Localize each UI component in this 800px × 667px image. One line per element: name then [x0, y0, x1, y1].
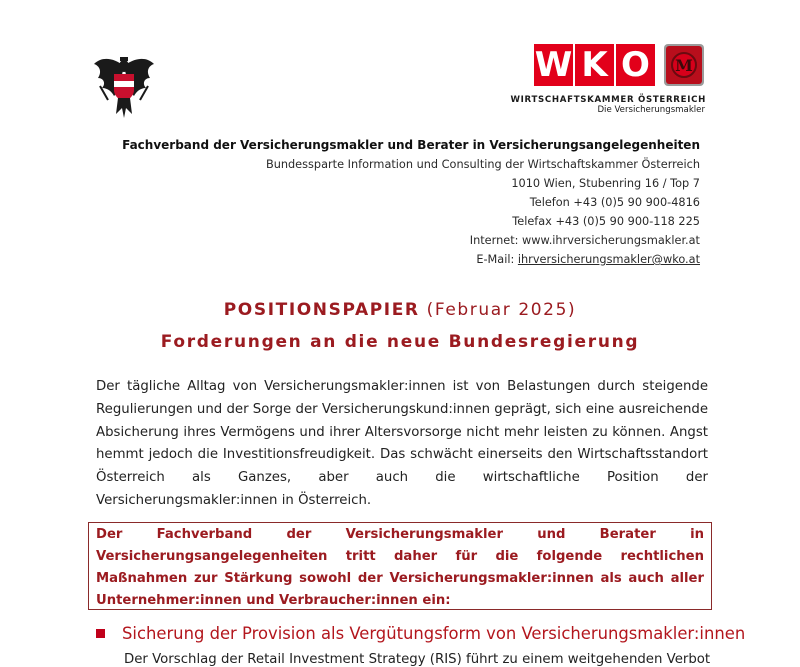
intro-paragraph: Der tägliche Alltag von Versicherungsmakler:innen ist von Belastungen durch steigende Regulierungen und der Sorge der Versicherungskund:innen geprägt, sich eine ausreichende Absicherung ihres Vermögens und ihrer Altersvorsorge nicht mehr leisten zu können. Angst hemmt jedoch die Investitionsfreudigkeit. Das schwächt einerseits den Wirtschaftsstandort Österreich als Ganzes, aber auch die wirtschaftliche Position der Versicherungsmakler:innen in Österreich.	[96, 379, 708, 508]
wko-letter-w: W	[534, 45, 573, 85]
title-date: (Februar 2025)	[426, 300, 577, 320]
header-line-address: 1010 Wien, Stubenring 16 / Top 7	[511, 177, 700, 190]
header-line-sparte: Bundessparte Information und Consulting der Wirtschaftskammer Österreich	[265, 158, 700, 171]
wko-letters	[534, 44, 655, 86]
callout-box: Der Fachverband der Versicherungsmakler und Berater in Versicherungsangelegenheiten tritt daher für die folgende rechtlichen Maßnahmen zur Stärkung sowohl der Versicherungsmakler:innen als auch aller Unternehmer:innen und Verbraucher:innen ein:	[88, 522, 712, 610]
wko-letter-k: K	[575, 44, 614, 86]
header-line-phone: Telefon +43 (0)5 90 900-4816	[529, 196, 700, 209]
svg-text:M: M	[675, 56, 693, 75]
document-title	[0, 300, 800, 320]
wko-subtitle: Die Versicherungsmakler	[597, 105, 705, 115]
wko-letter-o: O	[616, 44, 655, 86]
email-label: E-Mail:	[476, 253, 515, 266]
email-link[interactable]: ihrversicherungsmakler@wko.at	[517, 253, 700, 266]
header-line-email	[476, 253, 700, 266]
body-text-line: Der Vorschlag der Retail Investment Strategy (RIS) führt zu einem weitgehenden Verbot	[124, 652, 711, 667]
wko-logo	[510, 44, 706, 124]
bullet-heading: Sicherung der Provision als Vergütungsform von Versicherungsmakler:innen	[122, 624, 746, 643]
wko-name: WIRTSCHAFTSKAMMER ÖSTERREICH	[510, 95, 706, 105]
bullet-square-icon	[96, 629, 105, 638]
organisation-name: Fachverband der Versicherungsmakler und Berater in Versicherungsangelegenheiten	[122, 138, 700, 152]
versicherungsmakler-badge-icon	[664, 44, 704, 86]
title-main: POSITIONSPAPIER	[223, 300, 420, 320]
document-subtitle: Forderungen an die neue Bundesregierung	[160, 332, 640, 352]
bullet-item	[96, 624, 745, 643]
header-line-fax: Telefax +43 (0)5 90 900-118 225	[512, 215, 700, 228]
header-line-internet: Internet: www.ihrversicherungsmakler.at	[469, 234, 700, 247]
austrian-eagle-emblem-icon	[92, 52, 156, 120]
